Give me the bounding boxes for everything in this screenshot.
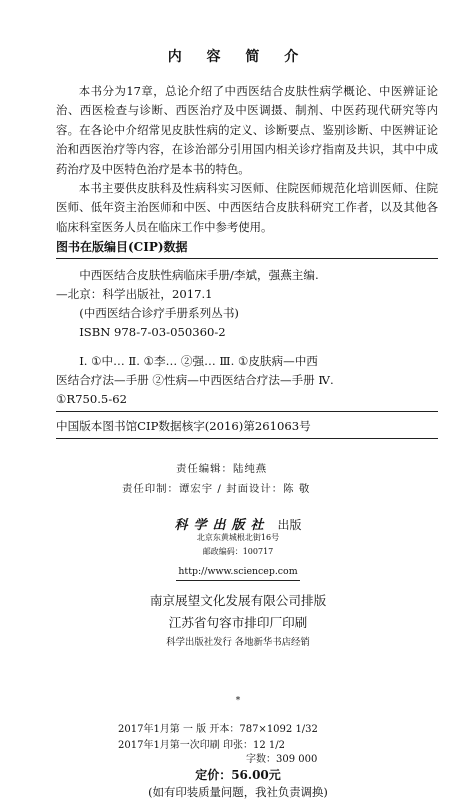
publisher-postcode: 邮政编码：100717: [202, 547, 274, 556]
cip-isbn: ISBN 978-7-03-050360-2: [79, 325, 226, 339]
edition-line: 2017年1月第 一 版 开本：787×1092 1/32: [118, 724, 318, 735]
publisher-suffix: 出版: [277, 518, 302, 532]
publisher-rule: [176, 580, 300, 581]
word-count: 字数：309 000: [246, 754, 318, 765]
page-title: 内 容 简 介: [167, 49, 309, 65]
cip-publication-line: —北京：科学出版社，2017.1: [56, 287, 213, 301]
cip-record: [56, 266, 438, 342]
book-introduction: [56, 82, 438, 237]
cip-series-line: (中西医结合诊疗手册系列丛书): [79, 306, 239, 320]
distribution-line: 科学出版社发行 各地新华书店经销: [166, 637, 310, 648]
printing-and-cover-credits: 责任印制：谭宏宇 / 封面设计：陈 敬: [122, 483, 311, 495]
cip-subjects: [56, 352, 438, 409]
separator-star: *: [235, 696, 241, 706]
printing-company: 江苏省句容市排印厂印刷: [168, 615, 308, 630]
responsible-editor: 责任编辑：陆纯燕: [176, 463, 268, 475]
typesetting-company: 南京展望文化发展有限公司排版: [149, 593, 327, 608]
cip-data-number: 中国版本图书馆CIP数据核字(2016)第261063号: [56, 419, 311, 433]
publisher-address: 北京东黄城根北街16号: [196, 533, 280, 542]
cip-subjects-line-1: Ⅰ. ①中… Ⅱ. ①李… ②强… Ⅲ. ①皮肤病—中西: [79, 354, 318, 368]
quality-notice: (如有印装质量问题，我社负责调换): [148, 785, 328, 799]
intro-paragraph-2: 本书主要供皮肤科及性病科实习医师、住院医师规范化培训医师、住院医师、低年资主治医师和中医、中西医结合皮肤科研究工作者，以及其他各临床科室医务人员在临床工作中参考使用。: [56, 181, 438, 234]
cip-subjects-line-3: ①R750.5-62: [56, 392, 127, 406]
publisher-block: [0, 514, 476, 533]
cip-middle-rule: [56, 411, 438, 412]
cip-subjects-line-2: 医结合疗法—手册 ②性病—中西医结合疗法—手册 Ⅳ.: [56, 373, 334, 387]
printing-line: 2017年1月第一次印刷 印张：12 1/2: [118, 740, 285, 751]
cip-bottom-rule: [56, 438, 438, 439]
price: 定价：56.00元: [195, 768, 281, 782]
intro-paragraph-1: 本书分为17章，总论介绍了中西医结合皮肤性病学概论、中医辨证论治、西医检查与诊断、西医治疗及中医调摄、制剂、中医药现代研究等内容。在各论中介绍常见皮肤性病的定义、诊断要点、鉴别诊断、中医辨证论治和西医治疗等内容，在诊治部分引用国内相关诊疗指南及共识，其中中成药治疗及中医特色治疗是本书的特色。: [56, 84, 438, 176]
publisher-website: http://www.sciencep.com: [178, 566, 298, 577]
cip-top-rule: [56, 258, 438, 259]
cip-title-line: 中西医结合皮肤性病临床手册/李斌，强燕主编.: [79, 268, 319, 282]
cip-heading: 图书在版编目(CIP)数据: [56, 240, 188, 254]
publisher-name: 科学出版社: [174, 518, 270, 533]
